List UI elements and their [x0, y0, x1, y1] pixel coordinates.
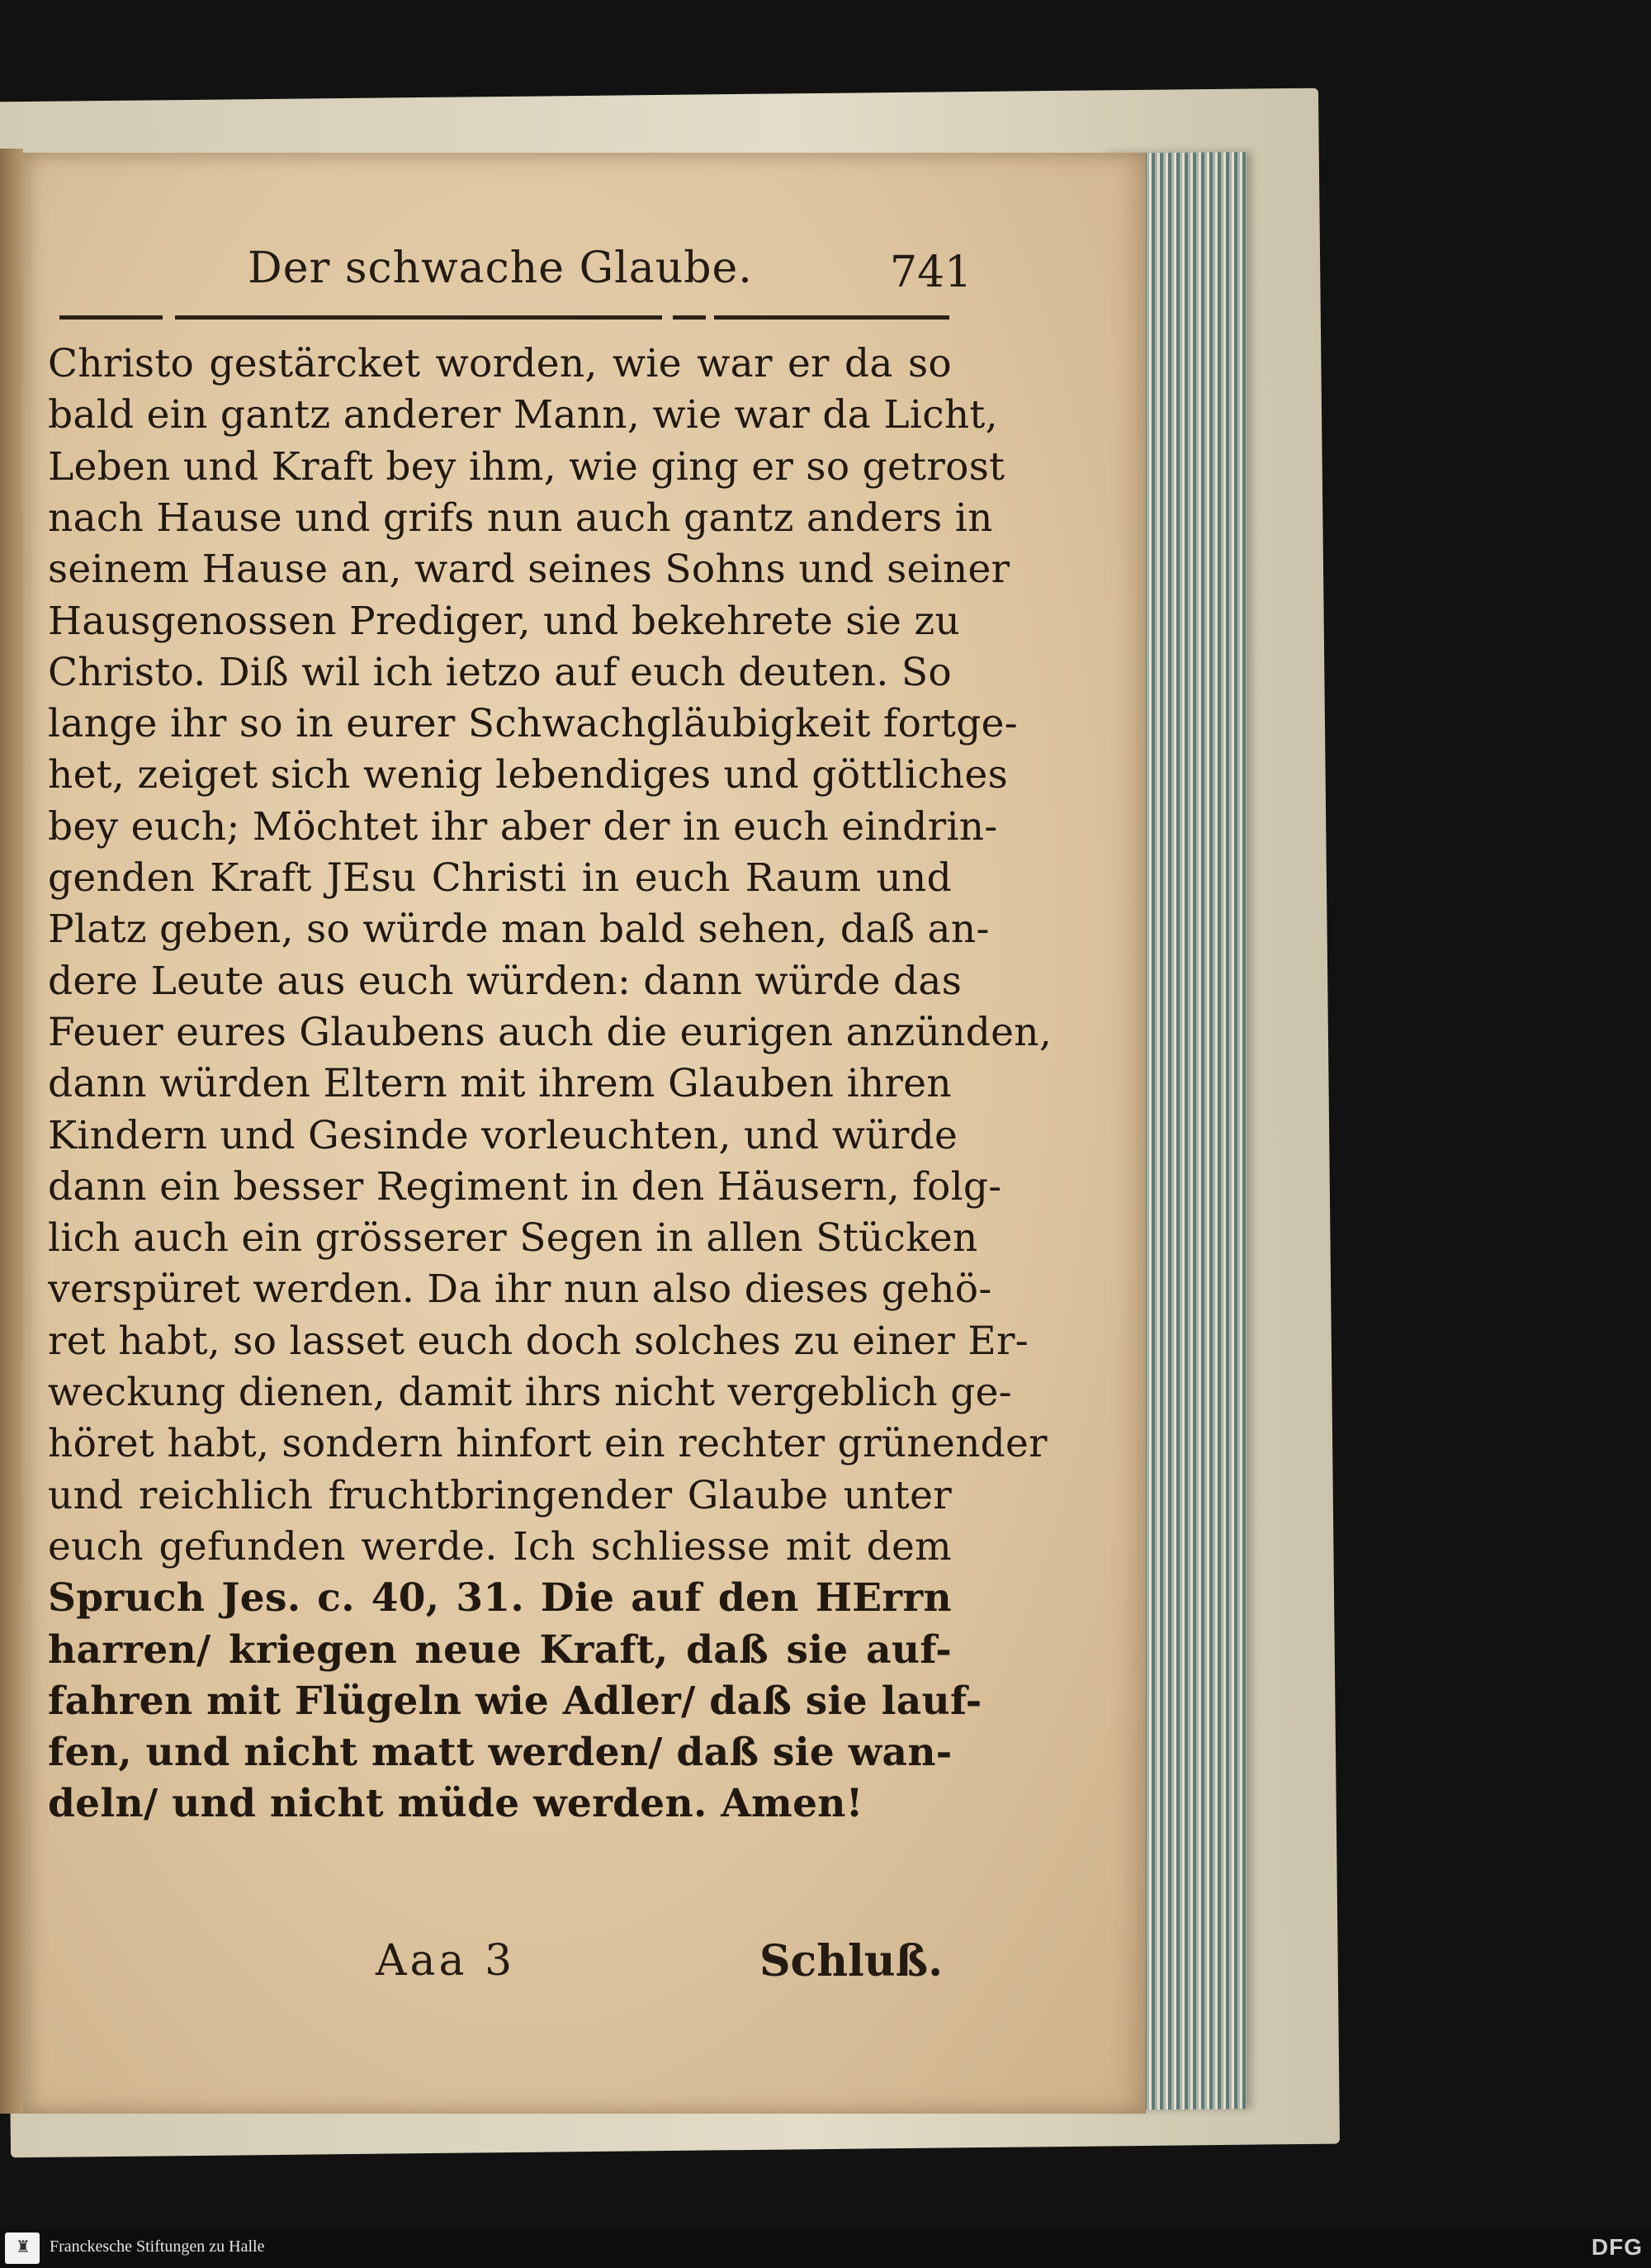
header-rule	[673, 315, 706, 320]
text-line: fahren mit Flügeln wie Adler/ daß sie lauf-	[48, 1678, 982, 1724]
text-line: bald ein gantz anderer Mann, wie war da Licht,	[48, 392, 998, 438]
text-line: het, zeiget sich wenig lebendiges und göttliches	[48, 752, 1009, 798]
text-line: dann würden Eltern mit ihrem Glauben ihren	[48, 1061, 952, 1107]
text-line: Christo. Diß wil ich ietzo auf euch deuten. So	[48, 649, 952, 695]
dfg-logo: DFG	[1591, 2234, 1643, 2260]
text-line: euch gefunden werde. Ich schliesse mit dem	[48, 1523, 952, 1570]
text-line: lich auch ein grösserer Segen in allen Stücken	[48, 1215, 978, 1262]
text-line: fen, und nicht matt werden/ daß sie wan-	[48, 1730, 953, 1776]
text-line: deln/ und nicht müde werden. Amen!	[48, 1781, 863, 1827]
institution-name: Franckesche Stiftungen zu Halle	[50, 2237, 265, 2256]
text-line: Feuer eures Glaubens auch die eurigen anzünden,	[48, 1009, 1053, 1055]
text-line: Spruch Jes. c. 40, 31. Die auf den HErrn	[48, 1575, 952, 1622]
text-line: harren/ kriegen neue Kraft, daß sie auf-	[48, 1626, 952, 1673]
text-line: höret habt, sondern hinfort ein rechter grünender	[48, 1421, 1048, 1467]
text-line: und reichlich fruchtbringender Glaube unter	[48, 1472, 952, 1518]
text-line: weckung dienen, damit ihrs nicht vergeblich ge-	[48, 1370, 1012, 1415]
running-head: Der schwache Glaube.	[248, 244, 753, 293]
text-line: Christo gestärcket worden, wie war er da so	[48, 341, 952, 386]
header-rule	[59, 315, 163, 320]
institution-logo-icon: ♜	[5, 2232, 40, 2264]
header-rule	[175, 315, 662, 320]
page-number: 741	[890, 248, 972, 297]
text-line: nach Hause und grifs nun auch gantz anders in	[48, 495, 993, 541]
text-line: dann ein besser Regiment in den Häusern, folg-	[48, 1163, 1002, 1210]
text-line: genden Kraft JEsu Christi in euch Raum und	[48, 855, 952, 901]
text-line: ret habt, so lasset euch doch solches zu einer Er-	[48, 1318, 1029, 1364]
text-line: lange ihr so in eurer Schwachgläubigkeit fortge-	[48, 701, 1018, 747]
text-line: verspüret werden. Da ihr nun also dieses gehö-	[48, 1267, 992, 1313]
footer-bar	[0, 2229, 1651, 2268]
text-line: dere Leute aus euch würden: dann würde das	[48, 958, 963, 1004]
text-line: Kindern und Gesinde vorleuchten, und würde	[48, 1112, 958, 1158]
catchword: Schluß.	[759, 1936, 944, 1986]
text-line: bey euch; Möchtet ihr aber der in euch eindrin-	[48, 803, 998, 850]
left-page-edge	[0, 149, 23, 2114]
text-line: Leben und Kraft bey ihm, wie ging er so getrost	[48, 443, 1005, 490]
text-line: Hausgenossen Prediger, und bekehrete sie zu	[48, 598, 961, 644]
text-line: Platz geben, so würde man bald sehen, daß an-	[48, 907, 990, 953]
header-rule	[714, 315, 949, 320]
text-line: seinem Hause an, ward seines Sohns und seiner	[48, 547, 1010, 593]
signature-mark: Aaa 3	[376, 1936, 516, 1986]
